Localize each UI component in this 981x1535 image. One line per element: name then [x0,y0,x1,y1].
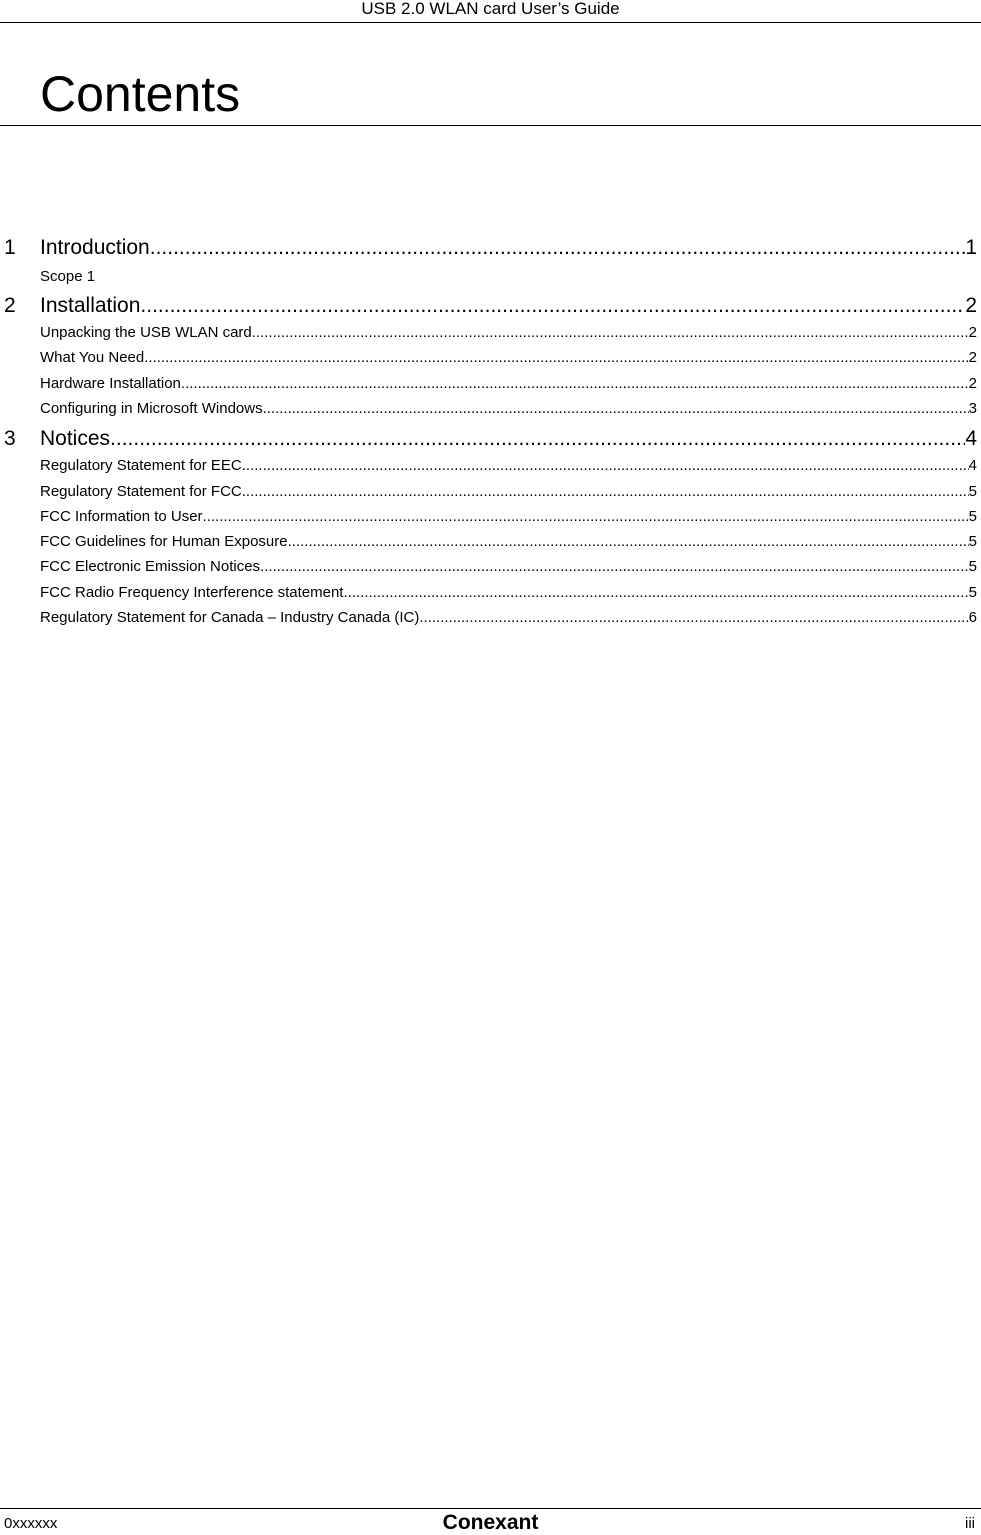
toc-page-number: 1 [965,236,977,259]
toc-entry-label: FCC Electronic Emission Notices [40,558,261,576]
toc-entry-label: Configuring in Microsoft Windows [40,399,263,417]
toc-entry-label: Regulatory Statement for EEC [40,457,242,475]
page-title: Contents [40,66,241,122]
toc-dot-leader [252,324,969,341]
toc-page-number: 6 [968,609,977,626]
toc-dot-leader [140,294,965,318]
toc-page-number: 4 [968,457,977,475]
toc-entry-label: Introduction [40,236,150,259]
toc-dot-leader [343,584,968,601]
footer-company: Conexant [442,1511,539,1534]
toc-chapter-number: 3 [4,427,16,451]
toc-entry-label: FCC Information to User [40,507,203,525]
toc-section-entry[interactable] [0,324,977,344]
footer-page-number: iii [965,1515,975,1532]
toc-dot-leader [181,375,969,392]
toc-entry-label: Regulatory Statement for FCC [40,482,242,500]
toc-entry-label: FCC Radio Frequency Interference statement [40,583,344,601]
toc-section-entry[interactable] [0,349,977,369]
title-divider [0,125,981,126]
toc-entry-label: What You Need [40,349,145,367]
toc-dot-leader [242,483,969,500]
toc-section-entry[interactable] [0,584,977,604]
footer-doc-number: 0xxxxxx [4,1515,58,1532]
toc-chapter-entry[interactable] [0,236,977,264]
toc-section-entry[interactable] [0,558,977,578]
toc-dot-leader [203,508,969,525]
toc-chapter-entry[interactable] [0,427,977,455]
toc-section-entry[interactable] [0,508,977,528]
toc-page-number: 5 [968,482,977,500]
running-header: USB 2.0 WLAN card User’s Guide [0,0,981,23]
toc-section-entry[interactable] [0,375,977,395]
toc-page-number: 2 [965,294,977,317]
toc-entry-label: FCC Guidelines for Human Exposure [40,533,288,551]
toc-page-number: 5 [968,583,977,601]
toc-dot-leader [150,236,966,260]
toc-entry-label: Notices [40,427,111,451]
toc-dot-leader [110,427,965,451]
toc-page-number: 2 [968,349,977,367]
toc-dot-leader [260,558,969,575]
toc-page-number: 2 [968,324,977,341]
toc-page-number: 2 [968,374,977,392]
footer-divider [0,1508,981,1509]
toc-section-entry[interactable] [0,457,977,477]
toc-dot-leader [263,400,969,417]
toc-chapter-number: 1 [4,236,16,259]
toc-page-number: 3 [968,399,977,417]
toc-dot-leader [288,533,969,550]
toc-dot-leader [242,457,969,474]
toc-entry-label: Unpacking the USB WLAN card [40,324,252,341]
toc-page-number: 4 [965,427,977,451]
toc-page-number: 5 [968,558,977,576]
toc-chapter-number: 2 [4,294,16,317]
toc-entry-label: Hardware Installation [40,374,181,392]
toc-entry[interactable]: Scope 1 [40,268,96,285]
toc-chapter-entry[interactable] [0,294,977,322]
toc-section-entry[interactable] [0,483,977,503]
toc-dot-leader [144,349,968,366]
toc-dot-leader [419,609,968,626]
toc-entry-label: Regulatory Statement for Canada – Industry Canada (IC) [40,609,420,626]
toc-page-number: 5 [968,507,977,525]
toc-section-entry[interactable] [0,400,977,420]
toc-section-entry[interactable] [0,533,977,553]
toc-entry-label: Installation [40,294,141,317]
toc-page-number: 5 [968,533,977,551]
toc-section-entry[interactable] [0,609,977,629]
